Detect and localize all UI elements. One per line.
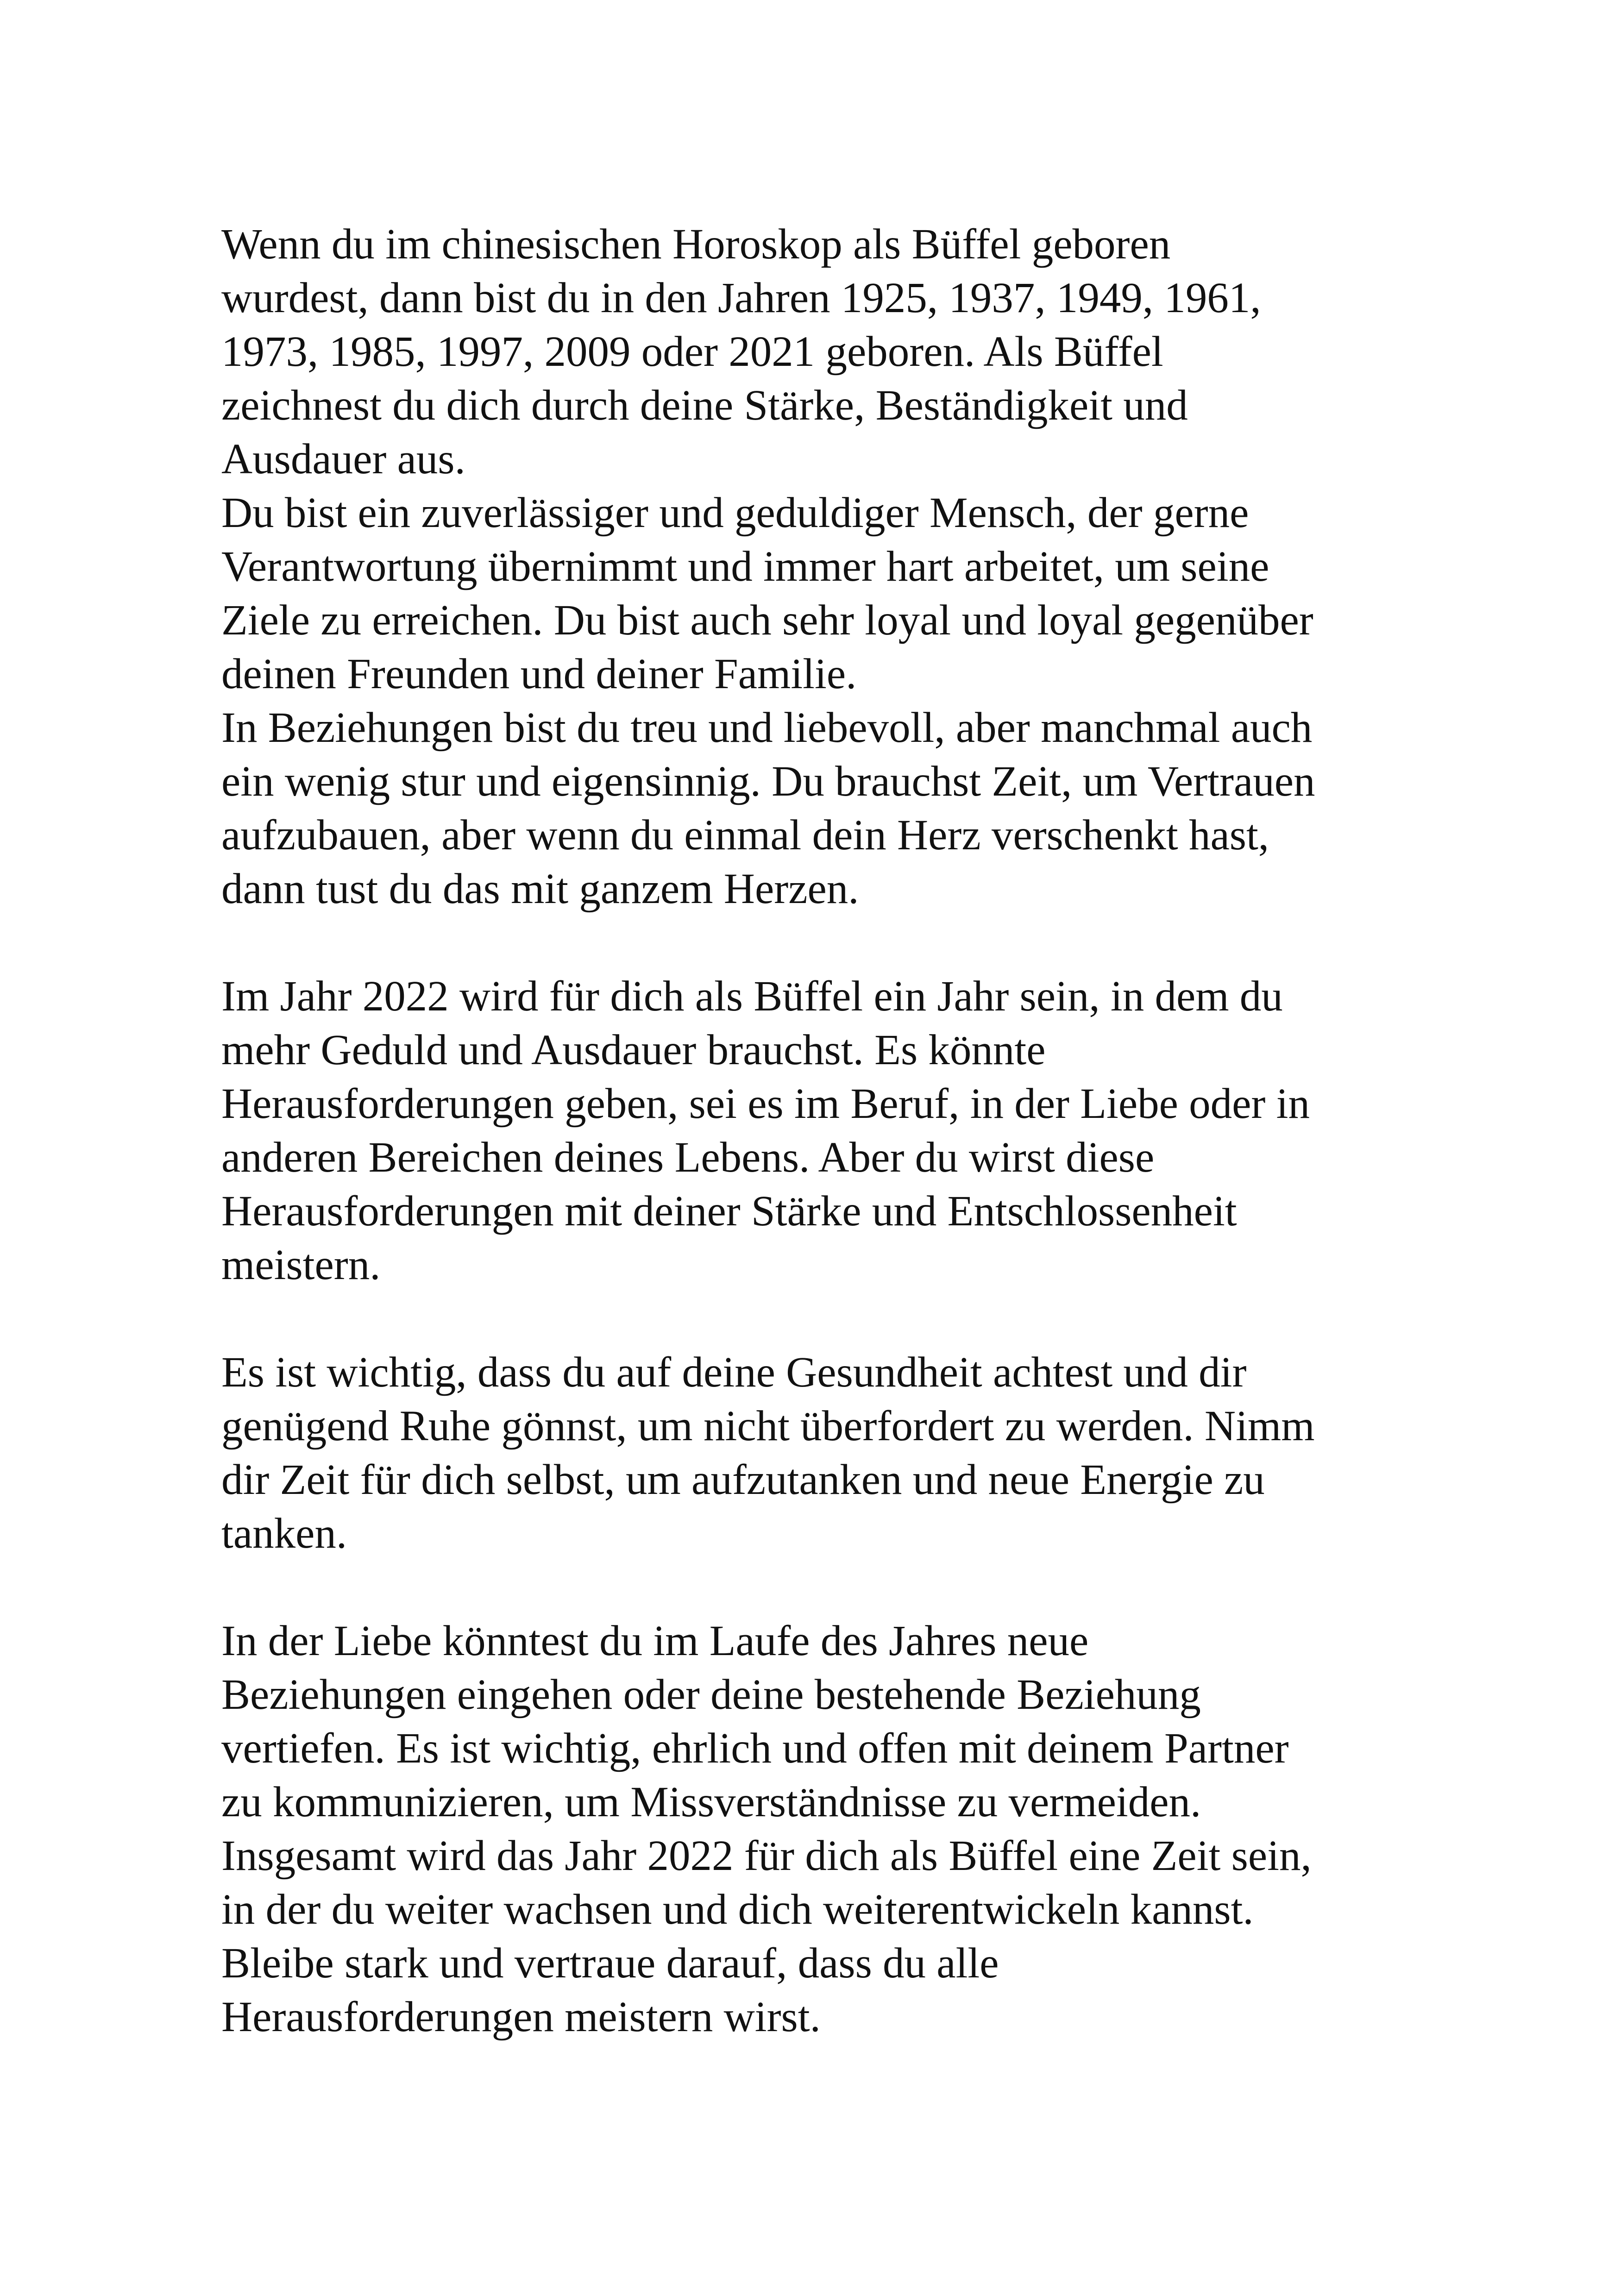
text-line: in der du weiter wachsen und dich weiterentwickeln kannst. bbox=[221, 1886, 1254, 1933]
text-line: ein wenig stur und eigensinnig. Du brauchst Zeit, um Vertrauen bbox=[221, 758, 1315, 805]
text-line: zu kommunizieren, um Missverständnisse zu vermeiden. bbox=[221, 1778, 1201, 1826]
text-line: Es ist wichtig, dass du auf deine Gesundheit achtest und dir bbox=[221, 1349, 1247, 1396]
text-line: wurdest, dann bist du in den Jahren 1925, 1937, 1949, 1961, bbox=[221, 274, 1261, 322]
text-line: Ziele zu erreichen. Du bist auch sehr loyal und loyal gegenüber bbox=[221, 596, 1313, 644]
text-line: In der Liebe könntest du im Laufe des Jahres neue bbox=[221, 1617, 1089, 1665]
text-line: genügend Ruhe gönnst, um nicht überfordert zu werden. Nimm bbox=[221, 1402, 1315, 1450]
text-line: aufzubauen, aber wenn du einmal dein Herz verschenkt hast, bbox=[221, 811, 1269, 859]
paragraph-spacer bbox=[221, 1561, 1426, 1614]
text-line: Herausforderungen mit deiner Stärke und Entschlossenheit bbox=[221, 1187, 1237, 1235]
text-line: dann tust du das mit ganzem Herzen. bbox=[221, 865, 859, 913]
paragraph-3 bbox=[221, 701, 1426, 916]
paragraph-7 bbox=[221, 1829, 1426, 2044]
text-line: Beziehungen eingehen oder deine bestehende Beziehung bbox=[221, 1671, 1201, 1719]
text-line: Herausforderungen geben, sei es im Beruf, in der Liebe oder in bbox=[221, 1080, 1310, 1128]
text-line: In Beziehungen bist du treu und liebevoll, aber manchmal auch bbox=[221, 704, 1313, 752]
text-line: dir Zeit für dich selbst, um aufzutanken und neue Energie zu bbox=[221, 1456, 1265, 1504]
text-line: vertiefen. Es ist wichtig, ehrlich und offen mit deinem Partner bbox=[221, 1725, 1289, 1772]
text-line: Wenn du im chinesischen Horoskop als Büffel geboren bbox=[221, 220, 1171, 268]
text-line: Herausforderungen meistern wirst. bbox=[221, 1993, 821, 2041]
text-line: Ausdauer aus. bbox=[221, 435, 465, 483]
paragraph-spacer bbox=[221, 1292, 1426, 1346]
text-line: 1973, 1985, 1997, 2009 oder 2021 geboren. Als Büffel bbox=[221, 328, 1163, 376]
paragraph-4 bbox=[221, 970, 1426, 1292]
paragraph-6 bbox=[221, 1614, 1426, 1829]
text-line: anderen Bereichen deines Lebens. Aber du wirst diese bbox=[221, 1134, 1155, 1181]
text-line: tanken. bbox=[221, 1510, 347, 1557]
text-line: meistern. bbox=[221, 1241, 381, 1289]
text-line: Du bist ein zuverlässiger und geduldiger Mensch, der gerne bbox=[221, 489, 1249, 537]
text-line: Im Jahr 2022 wird für dich als Büffel ein Jahr sein, in dem du bbox=[221, 972, 1283, 1020]
text-line: Bleibe stark und vertraue darauf, dass du alle bbox=[221, 1939, 999, 1987]
document-body bbox=[221, 218, 1426, 2044]
text-line: Verantwortung übernimmt und immer hart arbeitet, um seine bbox=[221, 543, 1269, 590]
paragraph-5 bbox=[221, 1346, 1426, 1561]
text-line: deinen Freunden und deiner Familie. bbox=[221, 650, 857, 698]
paragraph-1 bbox=[221, 218, 1426, 486]
text-line: mehr Geduld und Ausdauer brauchst. Es könnte bbox=[221, 1026, 1046, 1074]
text-line: zeichnest du dich durch deine Stärke, Beständigkeit und bbox=[221, 382, 1188, 429]
paragraph-spacer bbox=[221, 916, 1426, 970]
paragraph-2 bbox=[221, 486, 1426, 701]
text-line: Insgesamt wird das Jahr 2022 für dich als Büffel eine Zeit sein, bbox=[221, 1832, 1312, 1880]
